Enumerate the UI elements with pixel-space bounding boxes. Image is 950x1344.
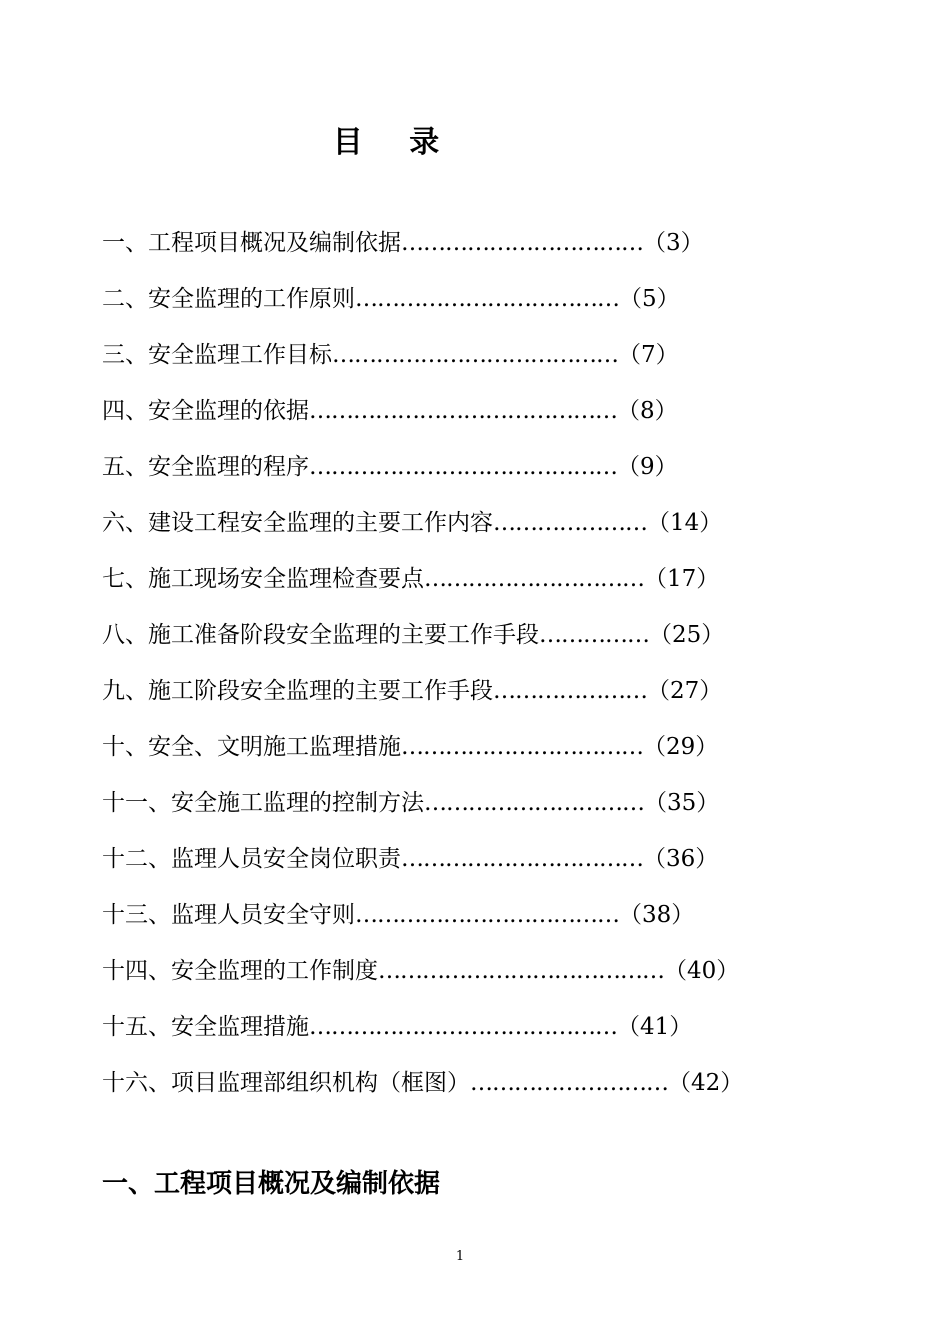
toc-entry-leader: ……………………………… [355, 902, 619, 928]
toc-entry[interactable] [102, 443, 802, 499]
toc-title: 目 录 [332, 125, 458, 160]
toc-entry-leader: …………………………… [401, 734, 643, 760]
toc-entry[interactable] [102, 219, 802, 275]
toc-entry[interactable] [102, 667, 802, 723]
toc-entry-label: 三、安全监理工作目标 [102, 342, 332, 368]
toc-entry-leader: ………………… [493, 510, 647, 536]
toc-entry-page: （25） [649, 622, 725, 648]
toc-entry-page: （41） [617, 1014, 693, 1040]
toc-entry-page: （35） [644, 790, 720, 816]
toc-entry-label: 七、施工现场安全监理检查要点 [102, 566, 424, 592]
toc-entry-page: （7） [618, 342, 679, 368]
toc-entry[interactable] [102, 891, 802, 947]
toc-entry-page: （36） [643, 846, 719, 872]
toc-entry-page: （29） [643, 734, 719, 760]
toc-entry-leader: …………………………………… [309, 398, 617, 424]
toc-entry-leader: ……………………… [470, 1070, 668, 1096]
toc-entry-label: 一、工程项目概况及编制依据 [102, 230, 401, 256]
toc-entry-label: 六、建设工程安全监理的主要工作内容 [102, 510, 493, 536]
toc-entry-page: （17） [644, 566, 720, 592]
toc-entry[interactable] [102, 611, 802, 667]
toc-entry-leader: ………………… [493, 678, 647, 704]
toc-entry[interactable] [102, 947, 802, 1003]
toc-entry[interactable] [102, 555, 802, 611]
toc-entry-page: （38） [619, 902, 695, 928]
toc-entry-leader: ………………………… [424, 790, 644, 816]
table-of-contents [102, 219, 802, 1115]
toc-entry-leader: ………………………… [424, 566, 644, 592]
toc-entry-label: 二、安全监理的工作原则 [102, 286, 355, 312]
toc-entry-leader: ……………………………… [355, 286, 619, 312]
toc-entry[interactable] [102, 723, 802, 779]
toc-entry-label: 十二、监理人员安全岗位职责 [102, 846, 401, 872]
toc-entry-page: （27） [647, 678, 723, 704]
toc-entry[interactable] [102, 499, 802, 555]
toc-entry-leader: ………………………………… [378, 958, 664, 984]
toc-entry-label: 九、施工阶段安全监理的主要工作手段 [102, 678, 493, 704]
toc-entry[interactable] [102, 779, 802, 835]
section-heading: 一、工程项目概况及编制依据 [102, 1169, 441, 1199]
toc-entry-page: （9） [617, 454, 678, 480]
toc-entry-page: （14） [647, 510, 723, 536]
toc-entry-leader: …………………………… [401, 230, 643, 256]
toc-entry-label: 十一、安全施工监理的控制方法 [102, 790, 424, 816]
page-number: 1 [455, 1249, 465, 1264]
toc-entry-page: （3） [643, 230, 704, 256]
toc-entry-label: 十六、项目监理部组织机构（框图） [102, 1070, 470, 1096]
toc-entry-label: 十、安全、文明施工监理措施 [102, 734, 401, 760]
toc-entry-label: 八、施工准备阶段安全监理的主要工作手段 [102, 622, 539, 648]
toc-entry-leader: …………………………………… [309, 454, 617, 480]
toc-entry[interactable] [102, 1003, 802, 1059]
toc-entry-label: 五、安全监理的程序 [102, 454, 309, 480]
toc-entry-page: （8） [617, 398, 678, 424]
toc-entry[interactable] [102, 331, 802, 387]
toc-entry-page: （40） [664, 958, 740, 984]
toc-entry[interactable] [102, 387, 802, 443]
toc-entry-label: 十三、监理人员安全守则 [102, 902, 355, 928]
toc-entry-leader: ………………………………… [332, 342, 618, 368]
toc-entry[interactable] [102, 1059, 802, 1115]
toc-entry-label: 四、安全监理的依据 [102, 398, 309, 424]
toc-entry[interactable] [102, 275, 802, 331]
toc-entry[interactable] [102, 835, 802, 891]
toc-entry-page: （42） [668, 1070, 744, 1096]
toc-entry-page: （5） [619, 286, 680, 312]
toc-entry-leader: …………………………… [401, 846, 643, 872]
toc-entry-leader: …………………………………… [309, 1014, 617, 1040]
toc-entry-label: 十五、安全监理措施 [102, 1014, 309, 1040]
toc-entry-leader: …………… [539, 622, 649, 648]
toc-entry-label: 十四、安全监理的工作制度 [102, 958, 378, 984]
